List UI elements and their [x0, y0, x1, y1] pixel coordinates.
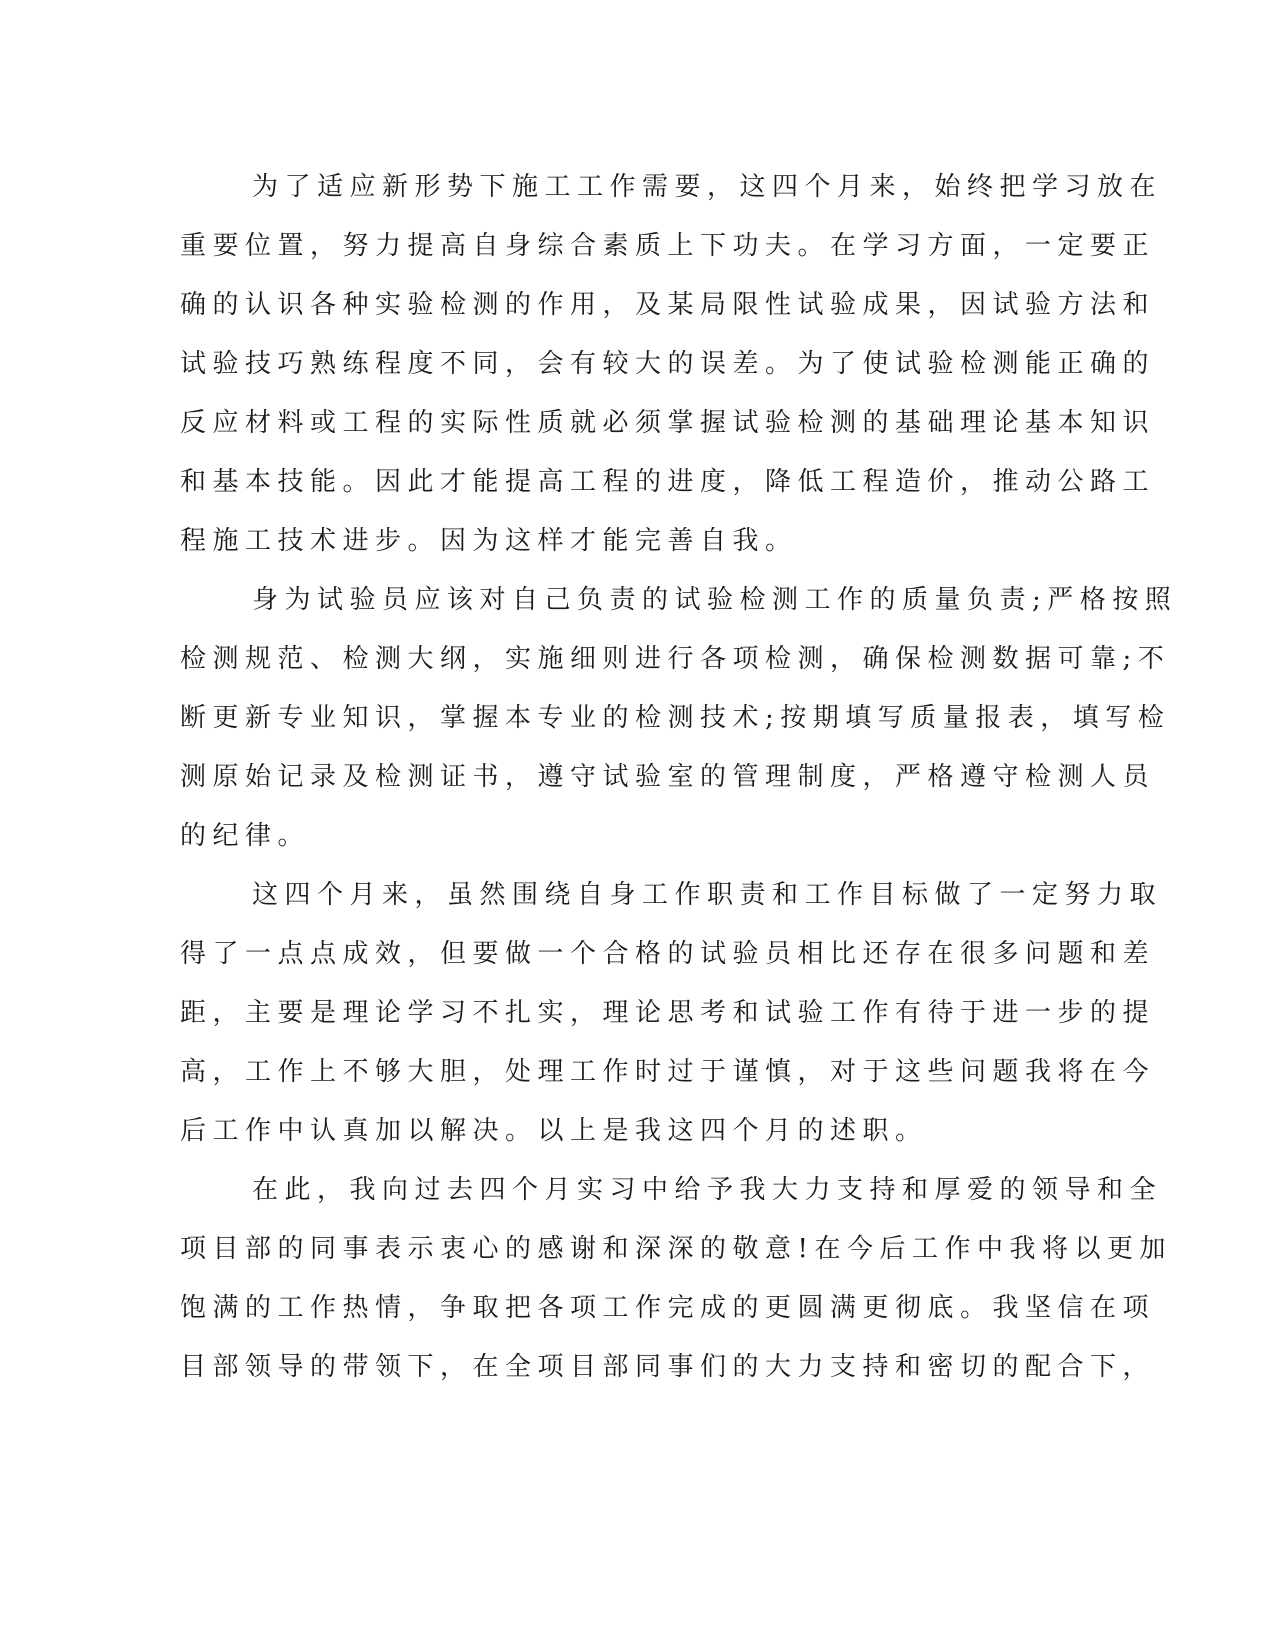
text-line: 试验技巧熟练程度不同，会有较大的误差。为了使试验检测能正确的	[180, 349, 1156, 379]
text-line: 项目部的同事表示衷心的感谢和深深的敬意!在今后工作中我将以更加	[180, 1234, 1172, 1264]
paragraph-4	[180, 1161, 1172, 1397]
text-line: 程施工技术进步。因为这样才能完善自我。	[180, 526, 798, 556]
text-line: 的纪律。	[180, 821, 311, 851]
text-line: 目部领导的带领下，在全项目部同事们的大力支持和密切的配合下，	[180, 1352, 1156, 1382]
paragraph-2	[180, 571, 1178, 866]
text-line: 得了一点点成效，但要做一个合格的试验员相比还存在很多问题和差	[180, 939, 1156, 969]
paragraph-1	[180, 158, 1163, 571]
text-line: 重要位置，努力提高自身综合素质上下功夫。在学习方面，一定要正	[180, 231, 1156, 261]
text-line: 高，工作上不够大胆，处理工作时过于谨慎，对于这些问题我将在今	[180, 1057, 1156, 1087]
text-line: 反应材料或工程的实际性质就必须掌握试验检测的基础理论基本知识	[180, 408, 1156, 438]
text-line: 距，主要是理论学习不扎实，理论思考和试验工作有待于进一步的提	[180, 998, 1156, 1028]
text-line: 后工作中认真加以解决。以上是我这四个月的述职。	[180, 1116, 928, 1146]
text-line: 饱满的工作热情，争取把各项工作完成的更圆满更彻底。我坚信在项	[180, 1293, 1156, 1323]
text-line: 确的认识各种实验检测的作用，及某局限性试验成果，因试验方法和	[180, 290, 1156, 320]
text-line: 身为试验员应该对自己负责的试验检测工作的质量负责;严格按照	[252, 585, 1178, 615]
text-line: 在此，我向过去四个月实习中给予我大力支持和厚爱的领导和全	[252, 1175, 1163, 1205]
text-line: 检测规范、检测大纲，实施细则进行各项检测，确保检测数据可靠;不	[180, 644, 1171, 674]
text-line: 和基本技能。因此才能提高工程的进度，降低工程造价，推动公路工	[180, 467, 1156, 497]
text-line: 这四个月来，虽然围绕自身工作职责和工作目标做了一定努力取	[252, 880, 1163, 910]
text-line: 断更新专业知识，掌握本专业的检测技术;按期填写质量报表，填写检	[180, 703, 1171, 733]
paragraph-3	[180, 866, 1163, 1161]
text-line: 测原始记录及检测证书，遵守试验室的管理制度，严格遵守检测人员	[180, 762, 1156, 792]
document-body	[180, 158, 1178, 1397]
text-line: 为了适应新形势下施工工作需要，这四个月来，始终把学习放在	[252, 172, 1163, 202]
